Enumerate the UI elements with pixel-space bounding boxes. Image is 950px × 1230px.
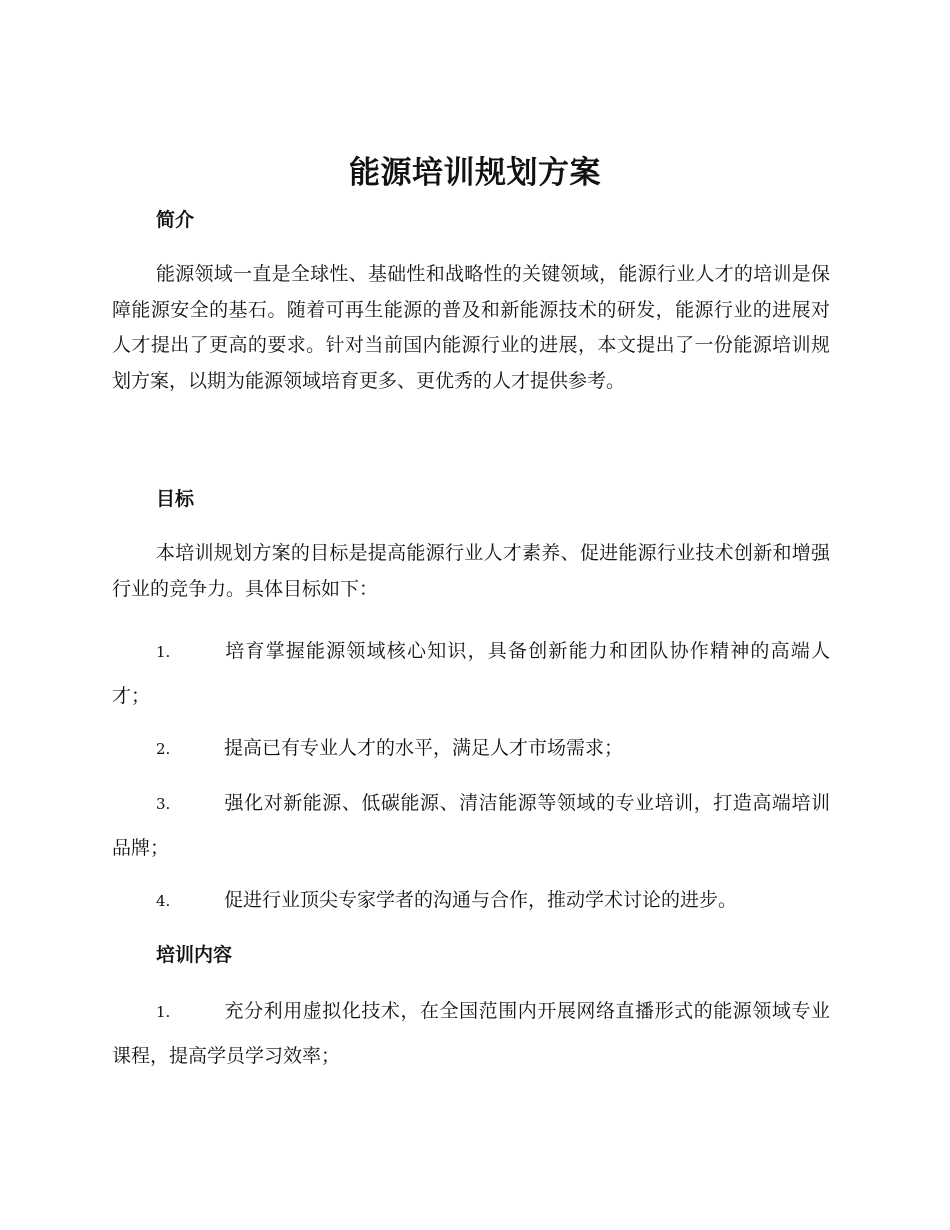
goal-item-1 (112, 629, 830, 718)
section-heading-content: 培训内容 (156, 944, 233, 966)
list-item-text: 培育掌握能源领域核心知识，具备创新能力和团队协作精神的高端人才； (112, 640, 830, 707)
document-title: 能源培训规划方案 (349, 155, 601, 191)
list-item-text: 充分利用虚拟化技术，在全国范围内开展网络直播形式的能源领域专业课程，提高学员学习效率； (112, 1000, 830, 1067)
goals-paragraph: 本培训规划方案的目标是提高能源行业人才素养、促进能源行业技术创新和增强行业的竞争力。具体目标如下： (112, 542, 830, 600)
content-item-1 (112, 989, 830, 1078)
list-number: 4. (156, 892, 171, 910)
section-heading-goals: 目标 (156, 488, 195, 510)
goal-item-4 (112, 878, 830, 923)
goal-item-2 (112, 726, 830, 771)
section-heading-intro: 简介 (156, 209, 195, 231)
list-item-text: 强化对新能源、低碳能源、清洁能源等领域的专业培训，打造高端培训品牌； (112, 792, 830, 859)
goal-item-3 (112, 781, 830, 870)
list-item-text: 提高已有专业人才的水平，满足人才市场需求； (224, 737, 624, 759)
list-number: 2. (156, 740, 171, 758)
list-number: 3. (156, 795, 171, 813)
list-item-text: 促进行业顶尖专家学者的沟通与合作，推动学术讨论的进步。 (224, 889, 738, 911)
intro-paragraph: 能源领域一直是全球性、基础性和战略性的关键领域，能源行业人才的培训是保障能源安全的基石。随着可再生能源的普及和新能源技术的研发，能源行业的进展对人才提出了更高的要求。针对当前国内能源行业的进展，本文提出了一份能源培训规划方案，以期为能源领域培育更多、更优秀的人才提供参考。 (112, 263, 830, 392)
list-number: 1. (156, 1003, 171, 1021)
list-number: 1. (156, 643, 171, 661)
